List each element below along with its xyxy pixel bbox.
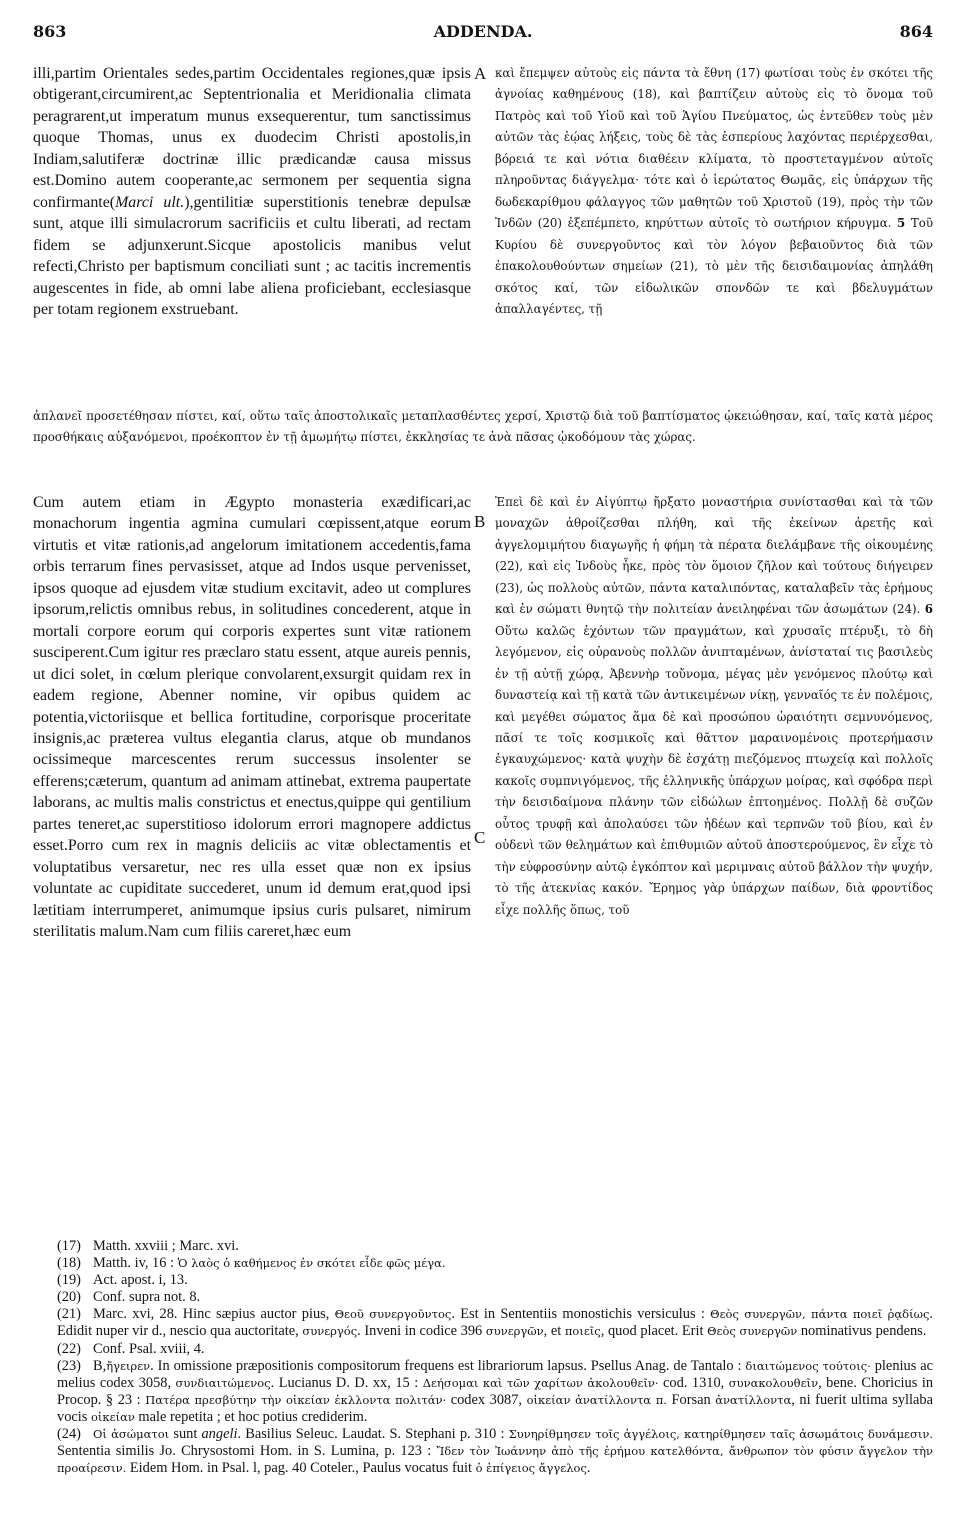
margin-letter-c: C <box>474 828 486 847</box>
footnote-greek: ἤγειρεν <box>106 1358 151 1373</box>
latin-text-1b: ),gentilitiæ superstitionis tenebræ depulsæ sunt, atque illi simulacrorum sacrificiis et cultu liberati, ad rectam fidem se adjunxerunt.Sicque apostolicis manibus velut refecti,Christo per baptismum conciliati sunt ; ac tacitis incrementis augescentes in fide, ab omni labe aliena proficiebant, ecclesiasque per totam regionem exstruebant. <box>33 193 472 318</box>
footnote-greek: Συνηρίθμησεν τοῖς ἀγγέλοις, κατηρίθμησεν ταῖς ἀσωμάτοις δυνάμεσιν. <box>508 1427 934 1442</box>
greek-text-2b: Οὕτω καλῶς ἐχόντων τῶν πραγμάτων, καὶ χρυσαῖς πτέρυξι, τὸ δὴ λεγόμενον, εἰς οὐρανοὺς πολλῶν ἀνιπταμένων, ἀνίσταταί τις βασιλεὺς ἐν τῇ αὐτῇ χώρᾳ, Ἀβεννὴρ τοὔνομα, μέγας μὲν γενόμενος πλούτῳ καὶ δυναστείᾳ καὶ τῇ κατὰ τῶν ἀντικειμένων νίκῃ, γενναῖός τε ἐν πολέμοις, καὶ μεγέθει σώματος ἅμα δὲ καὶ προσώπου ὡραιότητι σεμνυνόμενος, πᾶσί τε τοῖς κοσμικοῖς καὶ θᾶττον μαραινομένοις προτερήμασιν ἐγκαυχώμενος· κατὰ ψυχὴν δὲ ἐσχάτῃ πιεζόμενος πτωχείᾳ καὶ πολλοῖς κακοῖς συμπνιγόμενος, τῆς ἑλληνικῆς ὑπάρχων μοίρας, καὶ σφόδρα περὶ τὴν δεισιδαίμονα πλάνην τῶν εἰδώλων ἐπτοημένος. Πολλῇ δὲ συζῶν οὗτος τρυφῇ καὶ ἀπολαύσει τῶν ἡδέων καὶ τερπνῶν τοῦ βίου, καὶ ἐν οὐδενὶ τῶν θελημάτων καὶ ἐπιθυμιῶν αὐτοῦ ἀποστερούμενος, ἓν εἶχε τὸ τὴν εὐφροσύνην αὐτῷ ἐγκόπτον καὶ μεριμναις αὐτοῦ βάλλον τὴν ψυχήν, τὸ τῆς ἀτεκνίας κακόν. Ἔρημος γὰρ ὑπάρχων παίδων, διὰ φροντίδος εἶχε πολλῆς ὅπως, τοῦ <box>495 623 933 917</box>
footnote-number: (22) <box>57 1340 81 1357</box>
greek-text-1b: Τοῦ Κυρίου δὲ συνεργοῦντος καὶ τὸν λόγον βεβαιοῦντος διὰ τῶν ἐπακολουθούντων σημείων (21), τὸ μὲν τῆς δεισιδαιμονίας ἀπηλάθη σκότος καί, τῶν εἰδωλικῶν σπονδῶν τε καὶ βδελυγμάτων ἀπαλλαγέντες, τῇ <box>495 216 934 316</box>
footnote <box>33 1238 933 1255</box>
margin-letter-b: B <box>474 512 486 531</box>
footnote-greek: ὁ ἐπίγειος ἄγγελος <box>475 1461 587 1476</box>
footnote <box>33 1358 933 1426</box>
scripture-ref: Marci ult. <box>115 193 185 211</box>
footnote-greek: Οἱ ἀσώματοι <box>93 1427 170 1442</box>
footnote-text: Matth. iv, 16 : <box>93 1255 178 1272</box>
latin-text-1: illi,partim Orientales sedes,partim Occidentales regiones,quæ ipsis obtigerant,circumirent,ac Septentrionalia et Meridionalia climata peragrarent,ut imperatum munus exsequerentur, tum sanctissimus quoque Thomas, unus ex duodecim Christi apostolis,in Indiam,salutiferæ doctrinæ illic prædicandæ causa missus est.Domino autem cooperante,ac sermonem per sequentia signa confirmante( <box>33 65 471 211</box>
footnote-greek: ποιεῖς <box>564 1324 601 1339</box>
footnote-greek: συνδιαιτώμενος <box>175 1375 271 1390</box>
greek-column-2 <box>495 492 933 1217</box>
greek-text-1: καὶ ἔπεμψεν αὐτοὺς εἰς πάντα τὰ ἔθνη (17) φωτίσαι τοὺς ἐν σκότει τῆς ἀγνοίας καθημένους (18), καὶ βαπτίζειν αὐτοὺς εἰς τὸ ὄνομα τοῦ Πατρὸς καὶ τοῦ Υἱοῦ καὶ τοῦ Ἁγίου Πνεύματος, ὡς ἐντεῦθεν τοὺς μὲν αὐτῶν τὰς ἑῴας λήξεις, τοὺς δὲ τὰς ἑσπερίους λαχόντας περιέρχεσθαι, βόρειά τε καὶ νότια διαθέειν κλίματα, τὸ προστεταγμένον αὐτοῖς πληροῦντας διάγγελμα· τότε καὶ ὁ ἱερώτατος Θωμᾶς, εἰς ὑπάρχων τῆς δωδεκαρίθμου φάλαγγος τῶν μαθητῶν τοῦ Χριστοῦ (19), πρὸς τὴν τῶν Ἰνδῶν (20) ἐξεπέμπετο, κηρύττων αὐτοῖς τὸ σωτήριον κήρυγμα. <box>495 66 933 231</box>
margin-letter-a: A <box>474 64 487 83</box>
footnote-text: , bene. Choricius in Procop. § 23 : <box>57 1374 934 1408</box>
footnote-greek: διαιτώμενος τούτοις· <box>745 1358 871 1373</box>
footnote-text: B, <box>93 1357 107 1374</box>
section-number-5: 5 <box>897 216 906 231</box>
footnote <box>33 1306 933 1340</box>
running-header <box>33 22 933 46</box>
latin-column-1 <box>33 63 471 405</box>
footnote <box>33 1289 933 1306</box>
footnote-greek: συνακολουθεῖν <box>728 1375 819 1390</box>
footnote-text: Conf. Psal. xviii, 4. <box>93 1340 205 1357</box>
footnote-text: Sententia similis Jo. Chrysostomi Hom. in S. Lumina, p. 123 : <box>57 1443 437 1460</box>
footnote-text: , ni fuerit ultima syllaba vocis <box>57 1391 934 1425</box>
footnote <box>33 1272 933 1289</box>
greek-text-2: Ἐπεὶ δὲ καὶ ἐν Αἰγύπτῳ ἤρξατο μοναστήρια συνίστασθαι καὶ τὰ τῶν μοναχῶν ἀθροίζεσθαι πλήθη, καὶ τῆς ἐκείνων ἀρετῆς καὶ ἀγγελομιμήτου διαγωγῆς ἡ φήμη τὰ πέρατα διελάμβανε τῆς οἰκουμένης (22), καὶ εἰς Ἰνδοὺς ἧκε, πρὸς τὸν ὅμοιον ζῆλον καὶ τούτους διήγειρεν (23), ὡς πολλοὺς αὐτῶν, πάντα καταλιπόντας, καταλαβεῖν τὰς ἐρήμους καὶ ἐν σώματι θνητῷ τὴν πολιτείαν ἀνειληφέναι τῶν ἀσωμάτων (24). <box>495 495 933 617</box>
footnote-text: codex 3087, <box>446 1391 527 1408</box>
section-number-6: 6 <box>924 602 934 617</box>
footnote-greek: Θεὸς συνεργῶν, πάντα ποιεῖ ῥᾳδίως <box>710 1307 930 1322</box>
running-title: ADDENDA. <box>433 22 533 41</box>
footnote-greek: οἰκείαν ἀνατίλλοντα π. <box>526 1392 667 1407</box>
footnote-text: Conf. supra not. 8. <box>93 1289 201 1306</box>
footnote-greek: οἰκείαν <box>90 1409 135 1424</box>
greek-fullwidth: ἀπλανεῖ προσετέθησαν πίστει, καί, οὕτω ταῖς ἀποστολικαῖς μεταπλασθέντες χερσί, Χριστῷ διὰ τοῦ βαπτίσματος ᾠκειώθησαν, καί, ταῖς κατὰ μέρος προσθήκαις αὐξανόμενοι, προέκοπτον ἐν τῇ ἀμωμήτῳ πίστει, ἐκκλησίας τε ἀνὰ πᾶσας ᾠκοδόμουν τὰς χώρας. <box>33 409 933 445</box>
footnote-text: . Inveni in codice 396 <box>357 1323 486 1340</box>
footnote-greek: Ἴδεν τὸν Ἰωάννην ἀπὸ τῆς ἐρήμου κατελθόντα, ἄνθρωπον τὸν φύσιν ἄγγελον τὴν προαίρεσιν. <box>57 1444 933 1476</box>
footnote-italic: angeli <box>201 1426 238 1443</box>
footnote-number: (19) <box>57 1272 81 1289</box>
footnote <box>33 1255 933 1272</box>
footnote-text: nominativus pendens. <box>797 1323 927 1340</box>
footnote-text: plenius ac melius codex 3058, <box>57 1357 934 1391</box>
footnote-text: . Lucianus D. D. xx, 15 : <box>270 1374 423 1391</box>
footnote-text: Marc. xvi, 28. Hinc sæpius auctor pius, <box>93 1306 335 1323</box>
footnote-text: male repetita ; et hoc potius crediderim. <box>134 1408 368 1425</box>
footnote-text: , et <box>543 1323 565 1340</box>
footnote-text: . Est in Sententiis monostichis versiculus : <box>451 1306 711 1323</box>
footnote-text: . In omissione præpositionis compositorum frequens est librariorum lapsus. Psellus Anag. de Tantalo : <box>150 1357 746 1374</box>
footnote-text: Forsan <box>666 1391 716 1408</box>
footnote-text: sunt <box>169 1426 202 1443</box>
footnote-text: Act. apost. i, 13. <box>93 1272 188 1289</box>
footnote-text: Eidem Hom. in Psal. l, pag. 40 Coteler., Paulus vocatus fuit <box>126 1460 476 1477</box>
footnote-number: (24) <box>57 1426 81 1443</box>
footnote-number: (17) <box>57 1238 81 1254</box>
footnote-number: (21) <box>57 1306 81 1323</box>
footnote <box>33 1341 933 1358</box>
footnote-text: . <box>586 1460 591 1477</box>
footnote-greek: Δεήσομαι καὶ τῶν χαρίτων ἀκολουθεῖν· <box>422 1375 659 1390</box>
latin-column-2: Cum autem etiam in Ægypto monasteria exædificari,ac monachorum ingentia agmina cumulari cœpissent,atque eorum virtutis et vitæ rationis,ad angelorum imitationem accedentis,fama orbis terrarum fines pervasisset, atque ad Indos usque pervenisset, ipsos quoque ad ejusdem vitæ studium excitavit, adeo ut complures ipsorum,relictis omnibus rebus, in solitudines concederent, atque in mortali corpore eorum qui corporis expertes sunt vitæ rationem susciperent.Cum igitur res præclaro statu essent, atque aureis pennis, ut dici solet, in cœlum plerique convolarent,exsurgit quidam rex in eadem regione, Abenner nomine, vir opibus quidem ac potentia,victoriisque et bellica fortitudine, corporisque proceritate insignis,ac præterea vultus elegantia clarus, atque ob mundanos ocissimeque marcescentes rerum successus insolenter se efferens;cæterum, quantum ad animam attinebat, extrema paupertate laborans, ac multis malis constrictus et enectus,quippe qui gentilium partes teneret,ac superstitioso idolorum errori magnopere addictus esset.Porro cum rex in magnis deliciis ac vitæ oblectamentis et voluptatibus versaretur, nec res ulla esset quæ non ex ipsius voluntate ac cupiditate succederet, unum id demum erat,quod ipsi lætitiam interrumperet, animumque ipsius curis pulsaret, nimirum sterilitatis malum.Nam cum filiis careret,hæc eum <box>33 494 471 941</box>
footnote-greek: Ὁ λαὸς ὁ καθήμενος ἐν σκότει εἶδε φῶς μέγα. <box>177 1256 446 1271</box>
footnote-text: Matth. xxviii ; Marc. xvi. <box>93 1238 239 1254</box>
footnote-greek: Πατέρα πρεσβύτην τὴν οἰκείαν ἐκλλοντα πολιτάν· <box>145 1392 447 1407</box>
footnote-text: cod. 1310, <box>658 1374 729 1391</box>
footnote-number: (18) <box>57 1255 81 1272</box>
footnote-greek: συνεργῶν <box>485 1324 544 1339</box>
greek-column-1 <box>495 63 933 405</box>
page-number-left: 863 <box>33 22 67 41</box>
footnote-text: , quod placet. Erit <box>600 1323 708 1340</box>
footnote-text: . Basilius Seleuc. Laudat. S. Stephani p. 310 : <box>237 1426 509 1443</box>
footnote-number: (23) <box>57 1357 81 1374</box>
footnote <box>33 1426 933 1477</box>
footnote-greek: ἀνατίλλοντα <box>715 1392 792 1407</box>
footnote-greek: Θεοῦ συνεργοῦντος <box>334 1307 452 1322</box>
page-number-right: 864 <box>899 22 933 41</box>
footnote-greek: συνεργός <box>302 1324 358 1339</box>
footnote-greek: Θεὸς συνεργῶν <box>707 1324 798 1339</box>
footnotes <box>33 1238 933 1477</box>
footnote-number: (20) <box>57 1289 81 1306</box>
footnote-text: . Edidit nuper vir d., nescio qua auctoritate, <box>57 1306 934 1340</box>
